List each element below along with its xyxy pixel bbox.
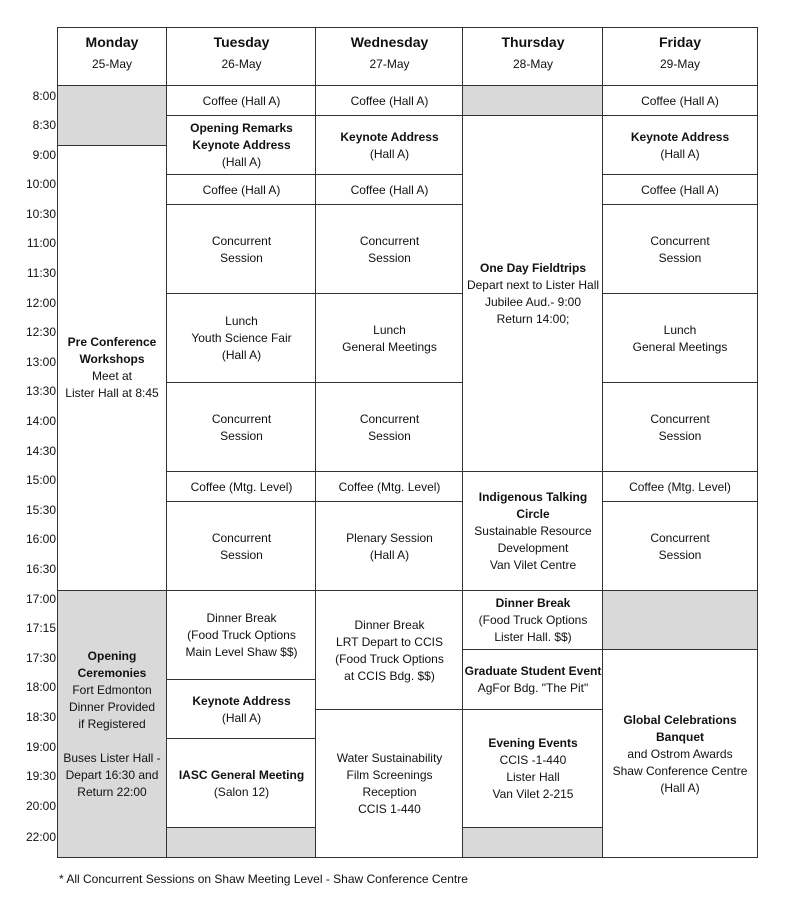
time-label: 15:30 — [25, 503, 56, 517]
event-coffee: Coffee (Hall A) — [202, 182, 281, 197]
event-keynote-address: Keynote Address (Hall A) — [340, 129, 439, 161]
event-concurrent-session: Concurrent Session — [359, 233, 420, 265]
time-label: 18:00 — [25, 680, 56, 694]
event-concurrent-session: Concurrent Session — [211, 411, 272, 443]
event-dinner-break: Dinner Break (Food Truck Options Lister Hall. $$) — [478, 596, 588, 644]
time-label: 11:30 — [26, 266, 56, 280]
time-label: 12:00 — [25, 296, 56, 310]
event-concurrent-session: Concurrent Session — [359, 411, 420, 443]
time-label: 10:00 — [25, 177, 56, 191]
event-indigenous-talking-circle: Indigenous Talking Circle Sustainable Resource Development Van Vilet Centre — [474, 490, 592, 572]
event-opening-ceremonies: Opening Ceremonies Fort Edmonton Dinner Provided if Registered Buses Lister Hall - Depart 16:30 and Return 22:00 — [57, 591, 167, 858]
time-label: 22:00 — [25, 830, 56, 844]
event-concurrent-session: Concurrent Session — [650, 233, 710, 265]
time-label: 8:30 — [32, 118, 56, 132]
empty-slot — [57, 86, 167, 145]
event-graduate-student: Graduate Student Event AgFor Bdg. "The Pit" — [464, 664, 602, 695]
event-coffee: Coffee (Hall A) — [641, 93, 719, 108]
event-dinner-break: Dinner Break (Food Truck Options Main Level Shaw $$) — [185, 611, 298, 659]
event-one-day-fieldtrips: One Day Fieldtrips Depart next to Lister Hall Jubilee Aud.- 9:00 Return 14:00; — [466, 261, 600, 326]
event-lunch: Lunch Youth Science Fair (Hall A) — [191, 314, 292, 362]
event-lunch: Lunch General Meetings — [342, 322, 437, 354]
time-label: 16:30 — [25, 562, 56, 576]
time-label: 13:30 — [25, 384, 56, 398]
footnote: * All Concurrent Sessions on Shaw Meeting Level - Shaw Conference Centre — [59, 872, 468, 886]
day-header-thursday — [463, 27, 603, 85]
day-date: 29-May — [659, 57, 700, 71]
event-concurrent-session: Concurrent Session — [650, 530, 710, 562]
time-label: 11:00 — [26, 236, 56, 250]
event-concurrent-session: Concurrent Session — [211, 233, 272, 265]
empty-slot — [603, 591, 757, 650]
event-pre-conference-workshops: Pre Conference Workshops Meet at Lister Hall at 8:45 — [65, 335, 159, 400]
event-keynote-address: Keynote Address (Hall A) — [630, 129, 730, 161]
time-label: 16:00 — [25, 532, 56, 546]
empty-slot — [463, 828, 603, 858]
event-plenary-session: Plenary Session (Hall A) — [346, 530, 433, 562]
time-label: 19:00 — [25, 740, 56, 754]
event-coffee: Coffee (Hall A) — [641, 182, 719, 197]
event-coffee: Coffee (Mtg. Level) — [629, 479, 731, 494]
day-header-monday — [57, 27, 167, 85]
day-name: Monday — [85, 34, 139, 50]
event-concurrent-session: Concurrent Session — [211, 530, 272, 562]
event-coffee: Coffee (Mtg. Level) — [338, 479, 441, 494]
event-opening-remarks: Opening Remarks Keynote Address (Hall A) — [190, 121, 293, 169]
event-coffee: Coffee (Hall A) — [202, 93, 281, 108]
day-date: 27-May — [369, 57, 410, 71]
day-name: Tuesday — [213, 34, 270, 50]
event-water-sustainability: Water Sustainability Film Screenings Reception CCIS 1-440 — [336, 751, 443, 816]
event-concurrent-session: Concurrent Session — [650, 411, 710, 443]
day-date: 26-May — [221, 57, 262, 71]
event-global-celebrations-banquet: Global Celebrations Banquet and Ostrom Awards Shaw Conference Centre (Hall A) — [612, 712, 748, 795]
time-label: 18:30 — [25, 710, 56, 724]
time-label: 9:00 — [32, 148, 56, 162]
event-evening-events: Evening Events CCIS -1-440 Lister Hall Van Vilet 2-215 — [488, 736, 578, 801]
empty-slot — [463, 86, 603, 116]
time-label: 10:30 — [25, 207, 56, 221]
time-label: 17:30 — [25, 651, 56, 665]
day-date: 28-May — [512, 57, 553, 71]
day-name: Wednesday — [350, 34, 429, 50]
day-header-wednesday — [316, 27, 463, 85]
time-label: 19:30 — [25, 769, 56, 783]
time-label: 14:00 — [25, 414, 56, 428]
event-lunch: Lunch General Meetings — [632, 322, 728, 354]
day-name: Friday — [658, 34, 701, 50]
day-header-friday — [603, 27, 757, 85]
event-dinner-break: Dinner Break LRT Depart to CCIS (Food Truck Options at CCIS Bdg. $$) — [335, 617, 444, 683]
time-label: 20:00 — [25, 799, 56, 813]
empty-slot — [167, 828, 316, 858]
time-label: 17:15 — [25, 621, 56, 635]
event-coffee: Coffee (Hall A) — [350, 182, 429, 197]
event-coffee: Coffee (Mtg. Level) — [190, 479, 293, 494]
event-coffee: Coffee (Hall A) — [350, 93, 429, 108]
day-header-tuesday — [167, 27, 316, 85]
day-name: Thursday — [501, 34, 565, 50]
time-label: 14:30 — [25, 444, 56, 458]
day-date: 25-May — [91, 57, 132, 71]
time-label: 15:00 — [25, 473, 56, 487]
time-label: 12:30 — [25, 325, 56, 339]
event-iasc-general-meeting: IASC General Meeting (Salon 12) — [178, 767, 305, 799]
time-label: 17:00 — [25, 592, 56, 606]
time-label: 13:00 — [25, 355, 56, 369]
time-label: 8:00 — [32, 89, 56, 103]
event-keynote-address: Keynote Address (Hall A) — [192, 693, 291, 725]
